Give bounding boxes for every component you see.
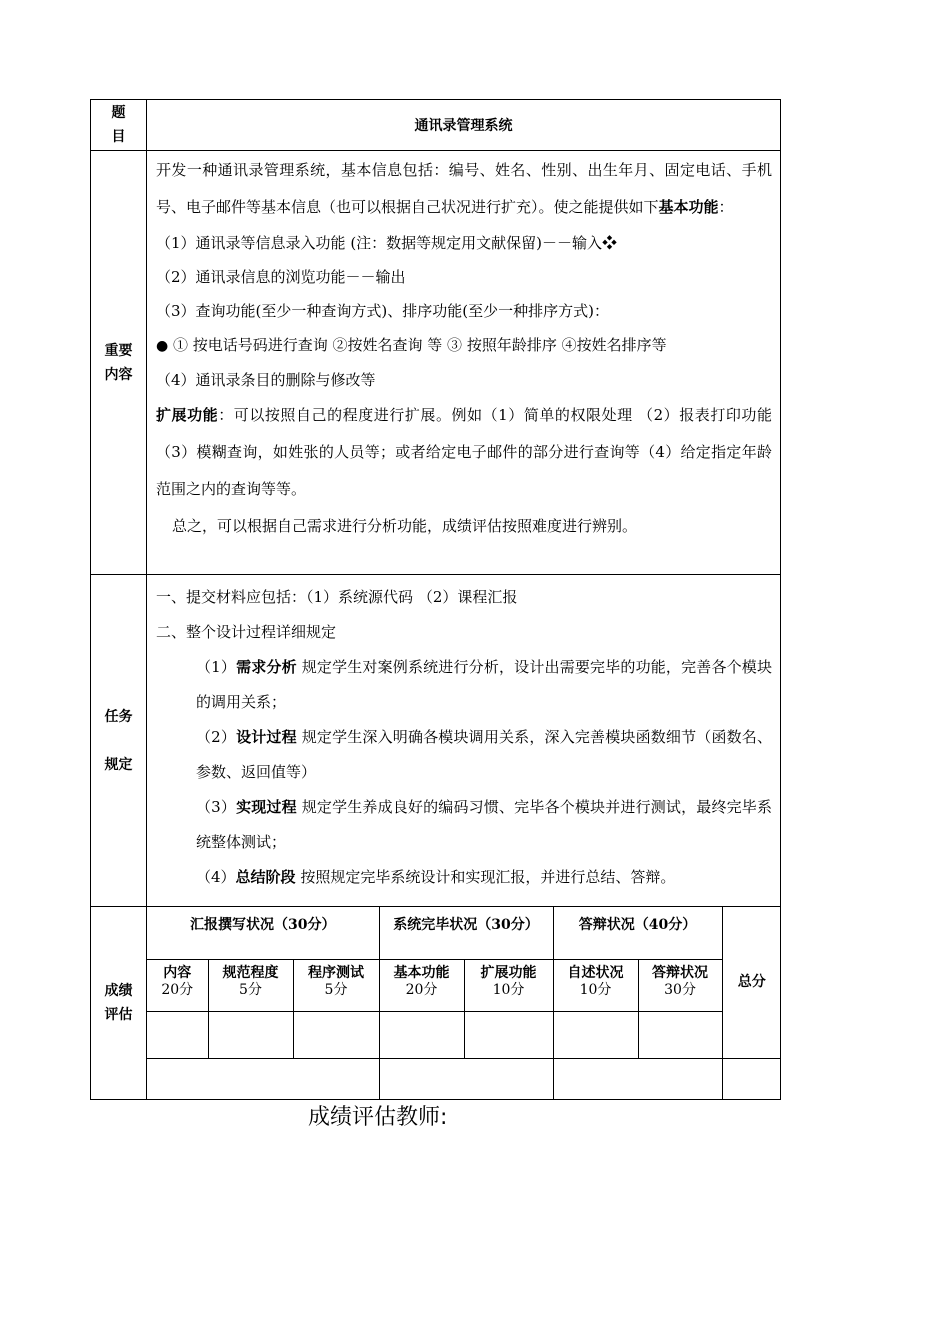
score-cell[interactable] [147,1012,208,1059]
grade-item-row [147,960,781,1012]
grades-label: 成绩 评估 [91,907,147,1100]
title-label: 题 目 [91,100,147,151]
tasks-content [147,575,781,907]
tasks-label: 任务 规定 [91,575,147,907]
score-cell[interactable] [553,1012,638,1059]
function-3: （3）查询功能(至少一种查询方式)、排序功能(至少一种排序方式)： [156,302,609,320]
grade-item: 规范程度 5分 [208,960,293,1012]
score-cell[interactable] [293,1012,379,1059]
grade-group-defense: 答辩状况（40分） [553,907,722,960]
grade-item: 答辩状况 30分 [638,960,722,1012]
project-title: 通讯录管理系统 [147,100,781,151]
score-cell[interactable] [638,1012,722,1059]
total-score-cell[interactable] [722,1059,781,1100]
defense-subtotal-cell[interactable] [553,1059,722,1100]
task-item-3: （3）实现过程 规定学生养成良好的编码习惯、完毕各个模块并进行测试，最终完毕系统整体测试； [196,798,772,851]
requirements-row [91,151,781,575]
score-cell[interactable] [208,1012,293,1059]
score-entry-row [147,1012,781,1059]
grade-item: 扩展功能 10分 [464,960,553,1012]
function-3-items: ● ① 按电话号码进行查询 ②按姓名查询 等 ③ 按照年龄排序 ④按姓名排序等 [156,336,667,354]
total-score-header: 总分 [722,907,781,1059]
grade-item: 内容 20分 [147,960,208,1012]
score-cell[interactable] [379,1012,464,1059]
score-cell[interactable] [464,1012,553,1059]
grade-group-report: 汇报撰写状况（30分） [147,907,379,960]
subtotal-row [147,1059,781,1100]
requirements-content [147,151,781,575]
function-1: （1）通讯录等信息录入功能 (注：数据等规定用文献保留)－－输入❖ [156,234,618,252]
title-row [91,100,781,151]
grade-group-row [147,907,781,960]
system-subtotal-cell[interactable] [379,1059,553,1100]
bullet-icon: ● [156,338,169,354]
function-4: （4）通讯录条目的删除与修改等 [156,371,376,389]
grade-item: 自述状况 10分 [553,960,638,1012]
grades-row [91,907,781,1100]
summary: 总之，可以根据自己需求进行分析功能，成绩评估按照难度进行辨别。 [172,517,638,535]
course-design-table [90,99,781,1100]
function-2: （2）通讯录信息的浏览功能－－输出 [156,268,406,286]
requirements-label: 重要 内容 [91,151,147,575]
tasks-row [91,575,781,907]
task-item-2: （2）设计过程 规定学生深入明确各模块调用关系，深入完善模块函数细节（函数名、参数、返回值等） [196,728,772,781]
grade-group-system: 系统完毕状况（30分） [379,907,553,960]
task-item-4: （4）总结阶段 按照规定完毕系统设计和实现汇报，并进行总结、答辩。 [196,868,676,886]
extension-functions: 扩展功能：可以按照自己的程度进行扩展。例如（1）简单的权限处理 （2）报表打印功能（3）模糊查询，如姓张的人员等；或者给定电子邮件的部分进行查询等（4）给定指定年龄范围之内的查询等等。 [156,406,772,498]
grade-item: 程序测试 5分 [293,960,379,1012]
grades-table [147,907,781,1099]
task-line-1: 一、提交材料应包括：（1）系统源代码 （2）课程汇报 [156,588,518,606]
grade-item: 基本功能 20分 [379,960,464,1012]
report-subtotal-cell[interactable] [147,1059,379,1100]
requirements-intro: 开发一种通讯录管理系统，基本信息包括：编号、姓名、性别、出生年月、固定电话、手机号、电子邮件等基本信息（也可以根据自己状况进行扩充）。使之能提供如下基本功能： [156,161,772,216]
grading-teacher-label: 成绩评估教师: [308,1105,448,1130]
task-item-1: （1）需求分析 规定学生对案例系统进行分析，设计出需要完毕的功能，完善各个模块的调用关系； [196,658,772,711]
grades-cell [147,907,781,1100]
task-line-2: 二、整个设计过程详细规定 [156,623,337,641]
